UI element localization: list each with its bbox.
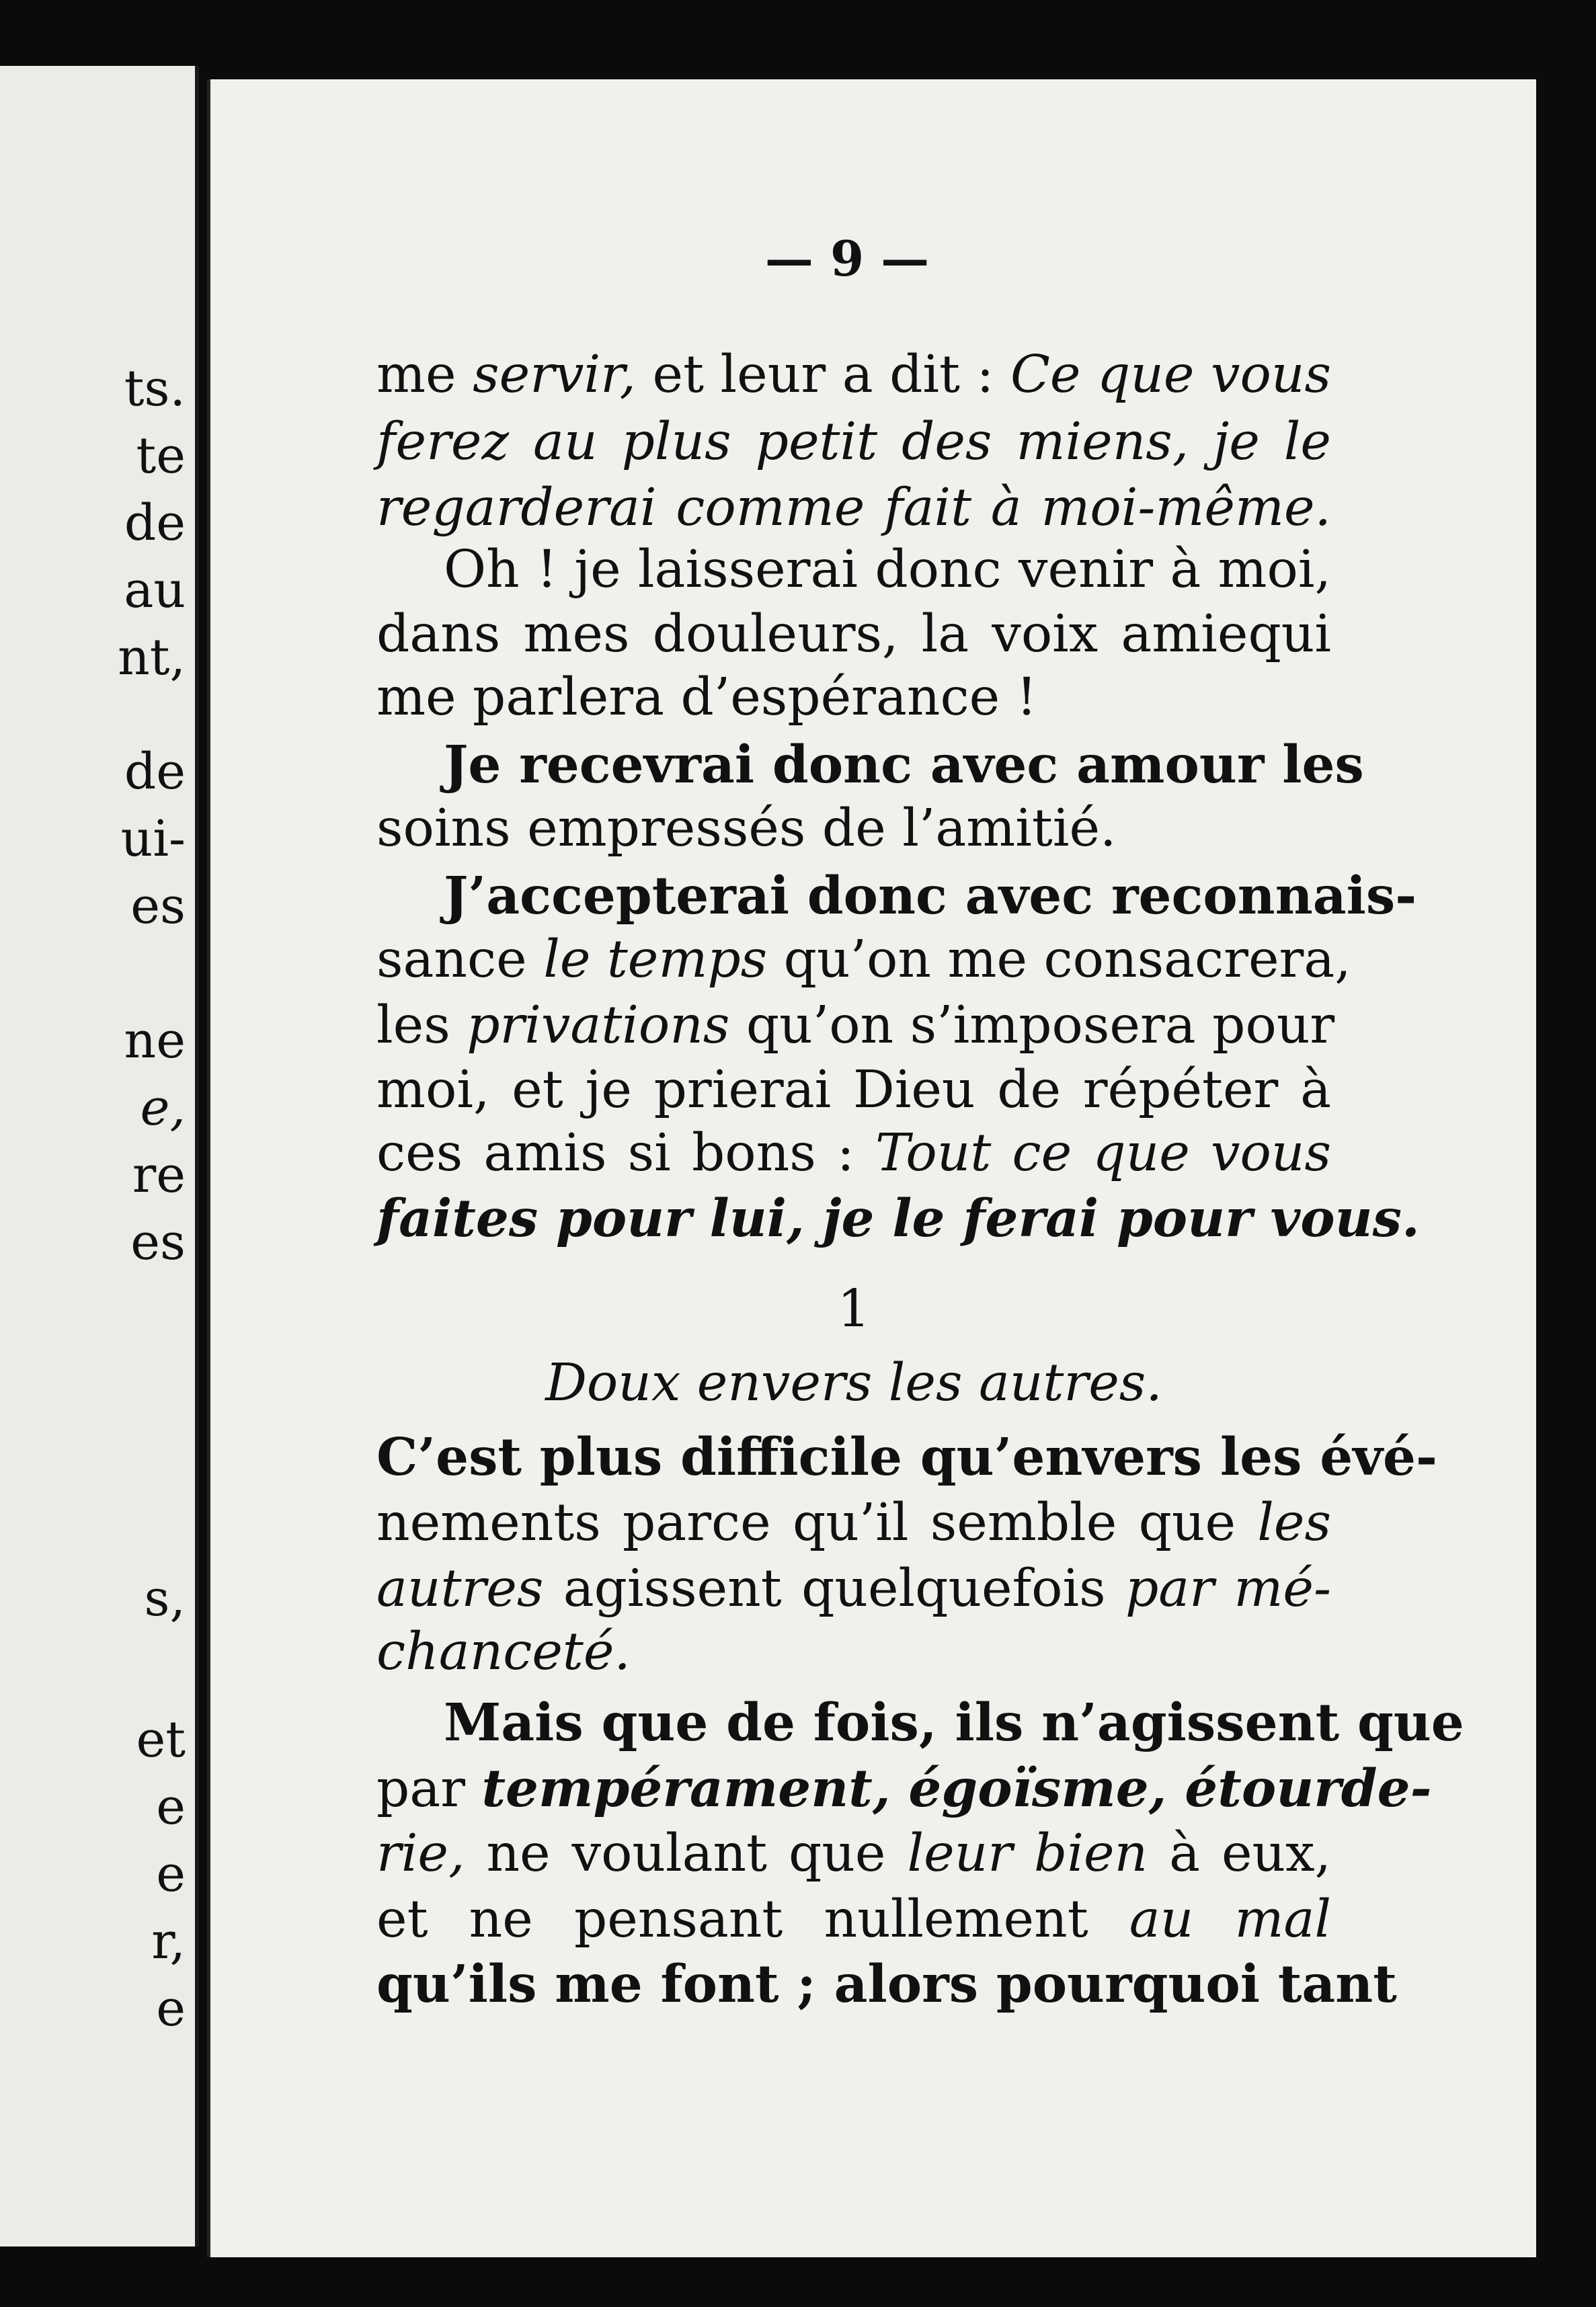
text-run: me bbox=[376, 345, 473, 405]
italic-run: autres bbox=[376, 1559, 544, 1619]
text-line: soins empressés de l’amitié. bbox=[376, 799, 1117, 858]
left-page-fragment: re bbox=[132, 1146, 186, 1204]
text-line bbox=[376, 1822, 1331, 1886]
text-line: faites pour lui, je le ferai pour vous. bbox=[376, 1188, 1420, 1249]
text-line bbox=[376, 994, 1335, 1058]
left-page-edge bbox=[0, 66, 199, 2247]
left-page-fragment: e bbox=[156, 1845, 186, 1903]
text-run: par bbox=[376, 1759, 482, 1819]
text-run: qu’on me consacrera, bbox=[767, 930, 1351, 989]
text-run: ne voulant que bbox=[465, 1824, 908, 1884]
italic-run: le temps bbox=[543, 930, 768, 989]
text-line: ferez au plus petit des miens, je le bbox=[376, 412, 1331, 472]
left-page-fragment: au bbox=[124, 561, 186, 619]
text-line: me parlera d’espérance ! bbox=[376, 667, 1037, 727]
left-page-fragment: ne bbox=[124, 1012, 186, 1069]
text-run: sance bbox=[376, 930, 544, 989]
text-line: C’est plus difficile qu’envers les évé- bbox=[376, 1427, 1437, 1488]
italic-run: privations bbox=[467, 996, 730, 1055]
text-line: Mais que de fois, ils n’agissent que bbox=[444, 1693, 1464, 1753]
italic-run: les bbox=[1257, 1493, 1331, 1553]
left-page-fragment: e, bbox=[140, 1079, 186, 1137]
text-line: moi, et je prierai Dieu de répéter à bbox=[376, 1060, 1331, 1120]
section-title: Doux envers les autres. bbox=[545, 1353, 1162, 1413]
text-line: Je recevrai donc avec amour les bbox=[444, 735, 1364, 795]
text-line bbox=[376, 343, 1331, 407]
text-line bbox=[376, 928, 1351, 992]
left-page-fragment: nt, bbox=[118, 629, 186, 686]
text-line: regarderai comme fait à moi-même. bbox=[376, 478, 1331, 538]
text-line bbox=[376, 1491, 1331, 1555]
left-page-fragment: e bbox=[156, 1980, 186, 2037]
text-run: et ne pensant nullement bbox=[376, 1890, 1129, 1949]
page-number: — 9 — bbox=[764, 230, 930, 287]
italic-run: Ce que vous bbox=[1010, 345, 1331, 405]
left-page-fragment: ui- bbox=[120, 810, 186, 868]
italic-run: rie, bbox=[376, 1824, 465, 1884]
text-run: les bbox=[376, 996, 467, 1055]
text-line: chanceté. bbox=[376, 1622, 631, 1682]
left-page-fragment: es bbox=[130, 877, 186, 935]
text-line bbox=[376, 1121, 1331, 1186]
italic-run: par mé- bbox=[1125, 1559, 1331, 1619]
text-run: à eux, bbox=[1148, 1824, 1332, 1884]
text-run: et leur a dit : bbox=[635, 345, 1011, 405]
text-run: qu’on s’imposera pour bbox=[729, 996, 1335, 1055]
left-page-fragment: s, bbox=[144, 1570, 186, 1627]
text-line bbox=[376, 1557, 1331, 1621]
left-page-fragment: r, bbox=[151, 1912, 186, 1970]
text-line: Oh ! je laisserai donc venir à moi, bbox=[444, 540, 1331, 600]
text-line bbox=[376, 1756, 1432, 1821]
left-page-fragment: de bbox=[124, 494, 186, 552]
text-run: ces amis si bons : bbox=[376, 1123, 876, 1183]
text-run: nements parce qu’il semble que bbox=[376, 1493, 1258, 1553]
italic-run: tempérament, égoïsme, étourde- bbox=[481, 1758, 1432, 1819]
left-page-fragment: et bbox=[136, 1711, 186, 1769]
text-line: dans mes douleurs, la voix amiequi bbox=[376, 604, 1331, 664]
italic-run: Tout ce que vous bbox=[875, 1123, 1331, 1183]
left-page-fragment: es bbox=[130, 1213, 186, 1271]
text-line: qu’ils me font ; alors pourquoi tant bbox=[376, 1954, 1397, 2015]
text-line: J’accepterai donc avec reconnais- bbox=[444, 866, 1417, 926]
section-number: 1 bbox=[837, 1279, 871, 1339]
italic-run: leur bien bbox=[907, 1824, 1148, 1884]
left-page-fragment: e bbox=[156, 1778, 186, 1836]
text-run: agissent quelquefois bbox=[543, 1559, 1125, 1619]
left-page-fragment: de bbox=[124, 743, 186, 801]
text-line bbox=[376, 1888, 1331, 1952]
left-page-fragment: te bbox=[136, 427, 186, 485]
italic-run: au mal bbox=[1129, 1890, 1331, 1949]
italic-run: servir, bbox=[473, 345, 636, 405]
left-page-fragment: ts. bbox=[124, 360, 186, 417]
